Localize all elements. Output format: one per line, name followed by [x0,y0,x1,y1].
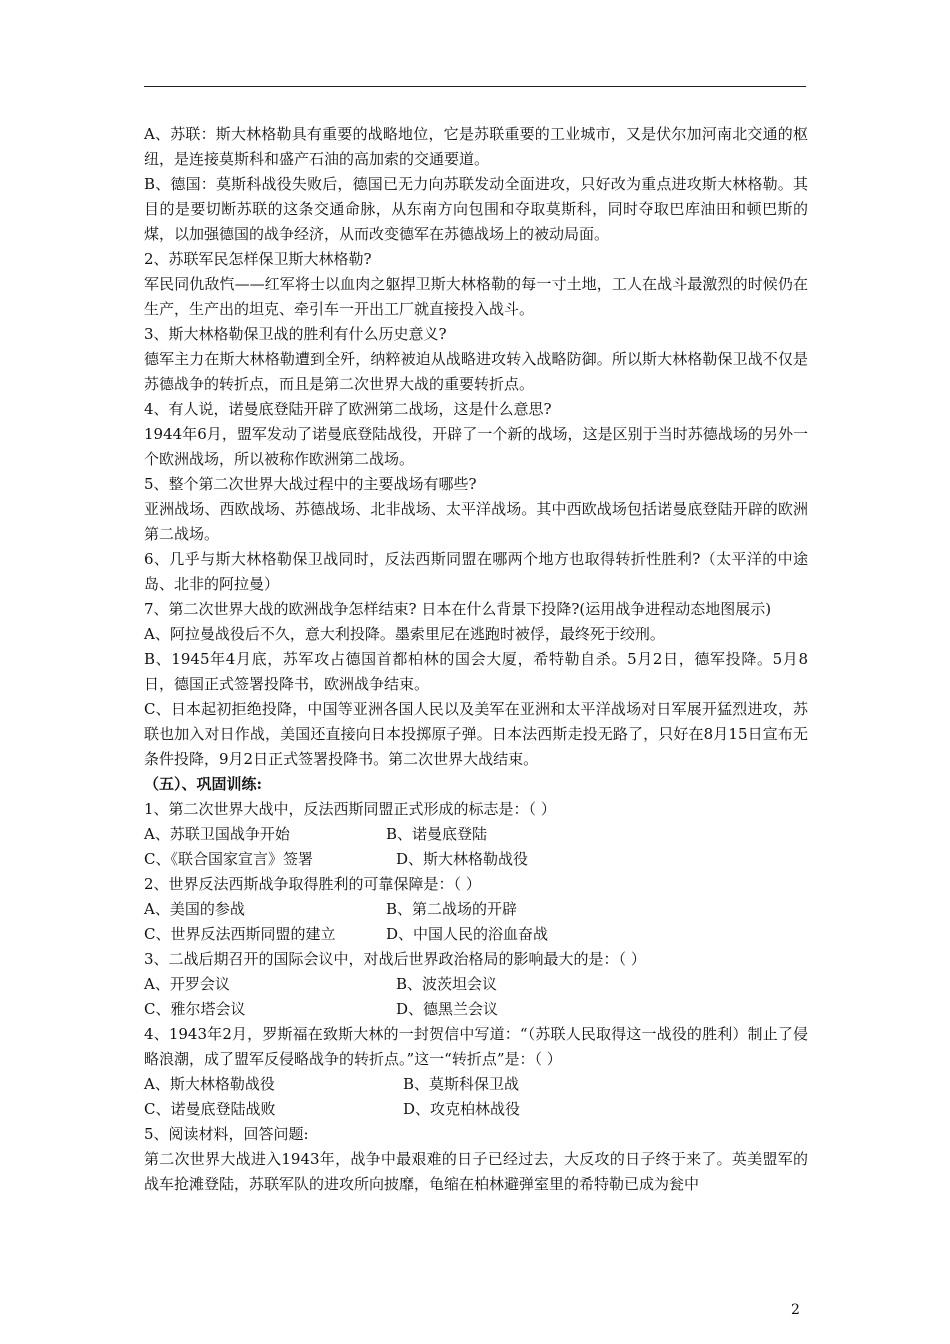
option-d: D、斯大林格勒战役 [396,850,529,868]
question-6: 6、几乎与斯大林格勒保卫战同时，反法西斯同盟在哪两个地方也取得转折性胜利?（太平洋的中途岛、北非的阿拉曼） [144,550,808,593]
answer-7c: C、日本起初拒绝投降，中国等亚洲各国人民以及美军在亚洲和太平洋战场对日军展开猛烈进攻，苏联也加入对日作战，美国还直接向日本投掷原子弹。日本法西斯走投无路了，只好在8月15日宣布无条件投降，9月2日正式签署投降书。第二次世界大战结束。 [144,700,808,768]
option-b: B、波茨坦会议 [396,975,498,993]
exercise-q1-options-row2 [144,847,808,872]
option-a: A、美国的参战 [144,900,245,918]
option-b: B、莫斯科保卫战 [403,1075,520,1093]
option-a: A、苏联卫国战争开始 [144,825,290,843]
option-d: D、德黑兰会议 [396,1000,499,1018]
option-c: C、世界反法西斯同盟的建立 [144,925,336,943]
option-b: B、诺曼底登陆 [386,825,488,843]
exercise-q4-options-row2 [144,1097,808,1122]
answer-a-soviet: A、苏联：斯大林格勒具有重要的战略地位，它是苏联重要的工业城市，又是伏尔加河南北交通的枢纽，是连接莫斯科和盛产石油的高加索的交通要道。 [144,125,808,168]
option-c: C、《联合国家宣言》签署 [144,850,313,868]
answer-7a: A、阿拉曼战役后不久，意大利投降。墨索里尼在逃跑时被俘，最终死于绞刑。 [144,625,665,643]
page-number: 2 [791,1302,800,1318]
option-d: D、中国人民的浴血奋战 [386,925,549,943]
answer-b-germany: B、德国：莫斯科战役失败后，德国已无力向苏联发动全面进攻，只好改为重点进攻斯大林格勒。其目的是要切断苏联的这条交通命脉，从东南方向包围和夺取莫斯科，同时夺取巴库油田和顿巴斯的煤，以加强德国的战争经济，从而改变德军在苏德战场上的被动局面。 [144,175,808,243]
answer-5: 亚洲战场、西欧战场、苏德战场、北非战场、太平洋战场。其中西欧战场包括诺曼底登陆开辟的欧洲第二战场。 [144,500,808,543]
question-2: 2、苏联军民怎样保卫斯大林格勒? [144,250,372,268]
answer-3: 德军主力在斯大林格勒遭到全歼，纳粹被迫从战略进攻转入战略防御。所以斯大林格勒保卫战不仅是苏德战争的转折点，而且是第二次世界大战的重要转折点。 [144,350,808,393]
question-5: 5、整个第二次世界大战过程中的主要战场有哪些? [144,475,477,493]
exercise-q5: 5、阅读材料，回答问题: [144,1125,309,1143]
option-b: B、第二战场的开辟 [386,900,518,918]
document-body [144,122,808,1197]
exercise-q2-options-row2 [144,922,808,947]
header-rule [144,86,806,87]
exercise-q1: 1、第二次世界大战中，反法西斯同盟正式形成的标志是：（ ） [144,800,556,818]
exercise-q1-options-row1 [144,822,808,847]
option-d: D、攻克柏林战役 [403,1100,521,1118]
option-a: A、斯大林格勒战役 [144,1075,275,1093]
option-c: C、雅尔塔会议 [144,1000,246,1018]
exercise-q4-options-row1 [144,1072,808,1097]
answer-4: 1944年6月，盟军发动了诺曼底登陆战役，开辟了一个新的战场，这是区别于当时苏德战场的另外一个欧洲战场，所以被称作欧洲第二战场。 [144,425,808,468]
exercise-q3-options-row2 [144,997,808,1022]
exercise-q4: 4、1943年2月，罗斯福在致斯大林的一封贺信中写道：“（苏联人民取得这一战役的胜利）制止了侵略浪潮，成了盟军反侵略战争的转折点。”这一“转折点”是：（ ） [144,1025,808,1068]
answer-2: 军民同仇敌忾——红军将士以血肉之躯捍卫斯大林格勒的每一寸土地，工人在战斗最激烈的时候仍在生产，生产出的坦克、牵引车一开出工厂就直接投入战斗。 [144,275,808,318]
exercise-q5-material: 第二次世界大战进入1943年，战争中最艰难的日子已经过去，大反攻的日子终于来了。英美盟军的战车抢滩登陆，苏联军队的进攻所向披靡，龟缩在柏林避弹室里的希特勒已成为瓮中 [144,1150,808,1193]
exercise-q2: 2、世界反法西斯战争取得胜利的可靠保障是：（ ） [144,875,481,893]
exercise-q3: 3、二战后期召开的国际会议中，对战后世界政治格局的影响最大的是：（ ） [144,950,646,968]
option-c: C、诺曼底登陆战败 [144,1100,276,1118]
answer-7b: B、1945年4月底，苏军攻占德国首都柏林的国会大厦，希特勒自杀。5月2日，德军投降。5月8日，德国正式签署投降书，欧洲战争结束。 [144,650,808,693]
question-4: 4、有人说，诺曼底登陆开辟了欧洲第二战场，这是什么意思? [144,400,552,418]
option-a: A、开罗会议 [144,975,230,993]
exercise-heading: （五）、巩固训练: [144,775,263,793]
exercise-q3-options-row1 [144,972,808,997]
question-3: 3、斯大林格勒保卫战的胜利有什么历史意义? [144,325,447,343]
exercise-q2-options-row1 [144,897,808,922]
question-7: 7、第二次世界大战的欧洲战争怎样结束? 日本在什么背景下投降?(运用战争进程动态地图展示) [144,600,772,618]
